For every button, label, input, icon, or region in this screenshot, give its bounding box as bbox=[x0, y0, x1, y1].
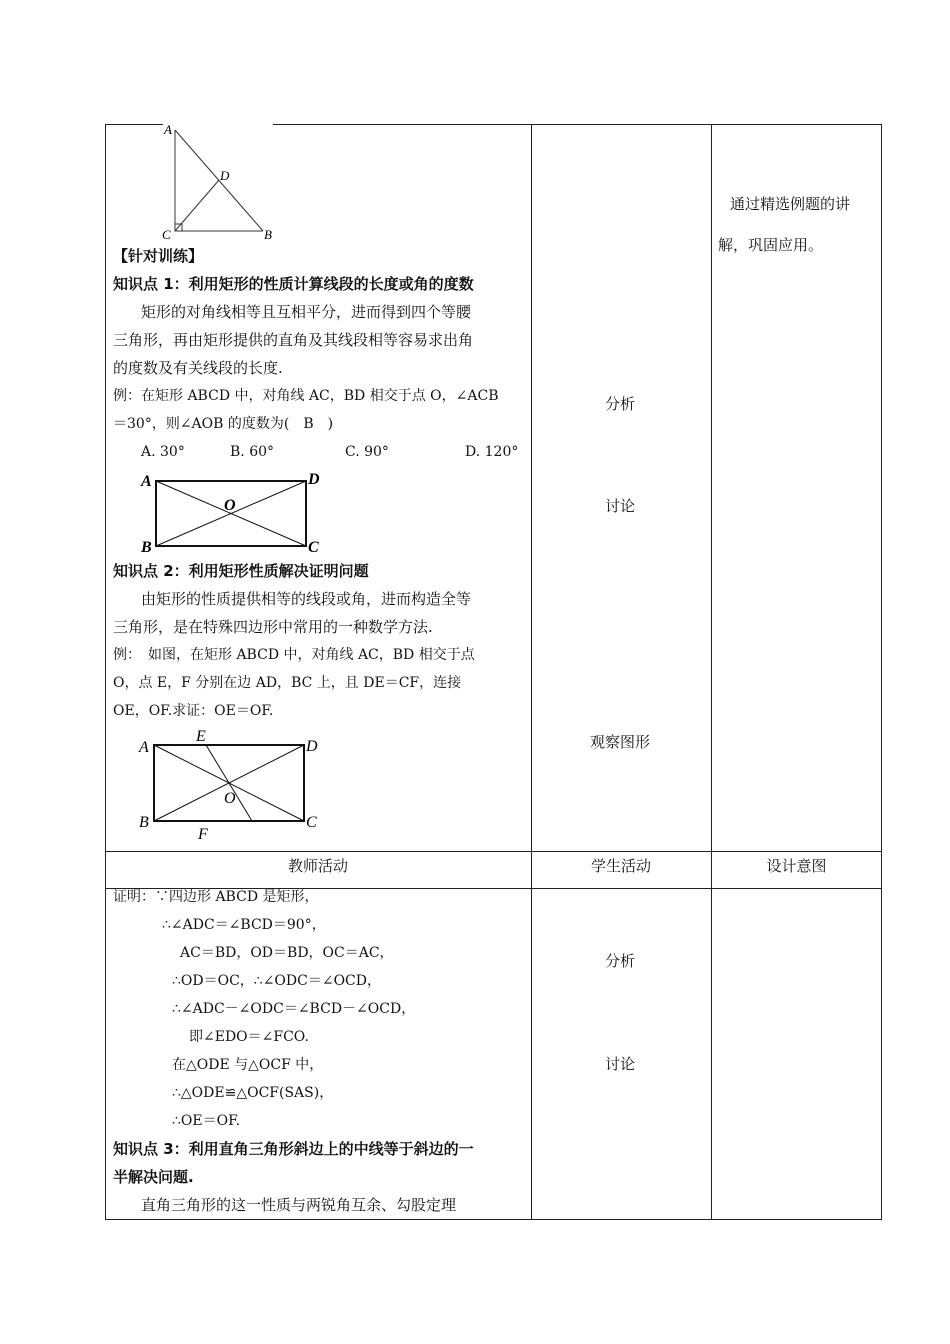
kp3-title-line2: 半解决问题. bbox=[113, 1168, 194, 1186]
student-discuss-bottom: 讨论 bbox=[605, 1055, 636, 1073]
kp1-option-a: A. 30° bbox=[141, 444, 185, 460]
proof-line2: ∴∠ADC＝∠BCD＝90°， bbox=[162, 917, 326, 933]
kp1-option-d: D. 120° bbox=[465, 444, 519, 460]
header-intent: 设计意图 bbox=[766, 857, 827, 875]
fig1-label-d: D bbox=[220, 168, 230, 183]
fig3-label-f: F bbox=[198, 826, 208, 842]
table-top-border-right bbox=[273, 124, 882, 125]
kp2-para-line1: 由矩形的性质提供相等的线段或角，进而构造全等 bbox=[141, 590, 472, 608]
fig1-label-b: B bbox=[264, 227, 272, 242]
kp2-para-line2: 三角形，是在特殊四边形中常用的一种数学方法. bbox=[113, 618, 433, 636]
kp1-title: 知识点 1：利用矩形的性质计算线段的长度或角的度数 bbox=[113, 275, 474, 293]
kp2-title: 知识点 2：利用矩形性质解决证明问题 bbox=[113, 562, 369, 580]
proof-line8: ∴△ODE≌△OCF(SAS)， bbox=[172, 1085, 334, 1101]
kp1-option-b: B. 60° bbox=[230, 444, 275, 460]
header-student: 学生活动 bbox=[590, 857, 651, 875]
kp3-para: 直角三角形的这一性质与两锐角互余、勾股定理 bbox=[141, 1196, 457, 1214]
kp1-option-c: C. 90° bbox=[345, 444, 389, 460]
kp1-para-line1: 矩形的对角线相等且互相平分，进而得到四个等腰 bbox=[141, 303, 472, 321]
kp1-example-line2: ＝30°，则∠AOB 的度数为( B ) bbox=[113, 416, 334, 432]
kp1-para-line3: 的度数及有关线段的长度. bbox=[113, 359, 283, 377]
header-top-border bbox=[105, 851, 882, 852]
section-title: 【针对训练】 bbox=[113, 247, 204, 265]
table-right-border bbox=[881, 124, 882, 1220]
kp2-example-line3: OE，OF.求证：OE＝OF. bbox=[113, 703, 274, 719]
kp3-title-line1: 知识点 3：利用直角三角形斜边上的中线等于斜边的一 bbox=[113, 1140, 474, 1158]
fig3-label-d: D bbox=[306, 738, 318, 755]
rectangle-diagonals-figure bbox=[138, 468, 338, 558]
fig2-label-d: D bbox=[308, 471, 320, 488]
proof-line4: ∴OD＝OC，∴∠ODC＝∠OCD， bbox=[172, 973, 381, 989]
header-teacher: 教师活动 bbox=[287, 857, 348, 875]
right-triangle-figure bbox=[155, 118, 285, 243]
column-divider-2 bbox=[711, 124, 712, 1220]
fig1-label-a: A bbox=[164, 122, 172, 137]
fig3-label-b: B bbox=[139, 814, 149, 831]
fig3-label-c: C bbox=[306, 814, 317, 831]
student-discuss-top: 讨论 bbox=[605, 497, 636, 515]
proof-line6: 即∠EDO＝∠FCO. bbox=[189, 1029, 309, 1045]
intent-line1: 通过精选例题的讲 bbox=[730, 195, 851, 213]
proof-line9: ∴OE＝OF. bbox=[172, 1113, 241, 1129]
proof-line1: 证明：∵四边形 ABCD 是矩形， bbox=[113, 889, 319, 905]
fig3-label-a: A bbox=[139, 739, 149, 756]
fig1-label-c: C bbox=[162, 227, 171, 242]
column-divider-1 bbox=[531, 124, 532, 1220]
kp1-para-line2: 三角形，再由矩形提供的直角及其线段相等容易求出角 bbox=[113, 331, 474, 349]
table-bottom-border bbox=[105, 1219, 882, 1220]
fig2-label-b: B bbox=[141, 539, 152, 556]
fig3-label-e: E bbox=[196, 728, 206, 745]
fig2-label-a: A bbox=[141, 473, 152, 490]
student-observe-figure: 观察图形 bbox=[590, 733, 651, 751]
fig2-label-c: C bbox=[308, 539, 319, 556]
student-analyze-top: 分析 bbox=[605, 395, 636, 413]
intent-line2: 解，巩固应用。 bbox=[718, 236, 824, 254]
rectangle-ef-figure bbox=[138, 727, 338, 842]
table-left-border bbox=[105, 124, 106, 1220]
proof-line7: 在△ODE 与△OCF 中， bbox=[172, 1057, 324, 1073]
kp2-example-line2: O，点 E，F 分别在边 AD，BC 上，且 DE＝CF，连接 bbox=[113, 675, 462, 691]
fig2-label-o: O bbox=[224, 497, 236, 514]
kp1-example-line1: 例：在矩形 ABCD 中，对角线 AC，BD 相交于点 O，∠ACB bbox=[113, 388, 499, 404]
kp2-example-line1: 例： 如图，在矩形 ABCD 中，对角线 AC，BD 相交于点 bbox=[113, 647, 475, 663]
proof-line3: AC＝BD，OD＝BD，OC＝AC， bbox=[180, 945, 394, 961]
student-analyze-bottom: 分析 bbox=[605, 952, 636, 970]
proof-line5: ∴∠ADC－∠ODC＝∠BCD－∠OCD， bbox=[172, 1001, 416, 1017]
fig3-label-o: O bbox=[224, 790, 236, 807]
